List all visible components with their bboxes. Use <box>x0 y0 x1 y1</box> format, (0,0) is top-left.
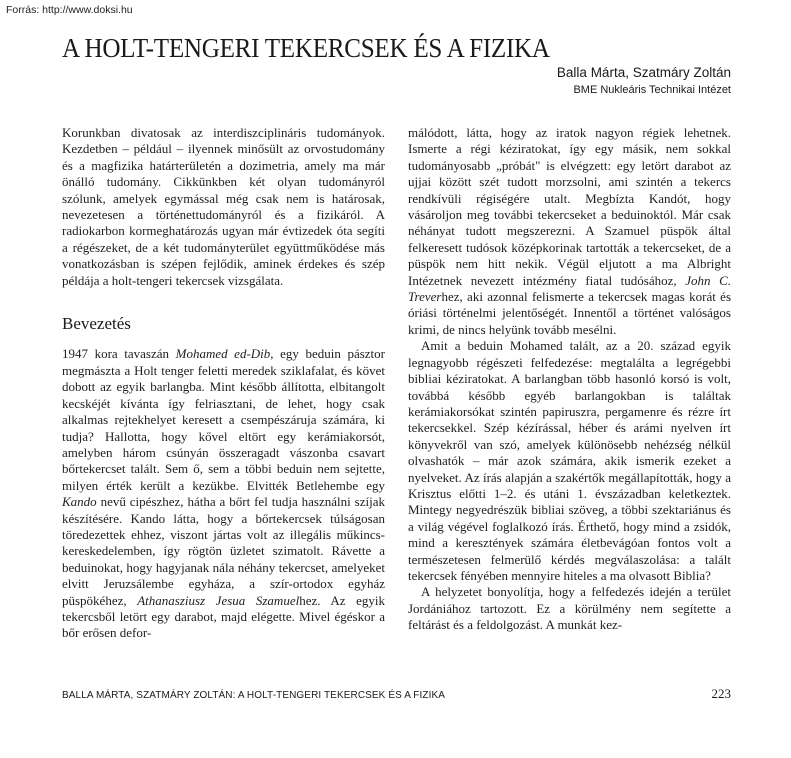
right-column <box>408 125 731 634</box>
text-run: , egy beduin pásztor megmászta a Holt tenger feletti meredek sziklafalat, és követ dobott az egyik barlangba. Mint később állította, elbitangolt kecskéjét kívánta így felriasztani, de lehet, hogy csak alkalmas rejtekhelyet keresett a csempészáruja számára, ki tudja? Hallotta, hogy kővel eltört egy kerámiakorsót, amelyben három csúnyán összeragadt vászonba csavart bőrtekercset talált. Sem ő, sem a többi beduin nem sejtette, milyen érték került a kezükbe. Elvitték Betlehembe egy <box>62 346 385 493</box>
page-number: 223 <box>711 686 731 701</box>
text-run: hez. Az egyik tekercsből letört egy darabot, majd elégette. Mivel égéskor a bőr erősen defor- <box>62 592 385 641</box>
text-run: málódott, látta, hogy az iratok nagyon régiek lehetnek. Ismerte a régi kéziratokat, így egy másik, nem sokkal tudományosabb „próbát" is elvégzett: egy letört darabot az ujjai között szét tudott morzsolni, ami szintén a tekercs rendkívüli régiségére utalt. Megbízta Kandót, hogy vásároljon meg további tekercseket a beduinoktól. Már csak néhányat tudott megszerezni. A Szamuel püspök által felkeresett tudósok középkorinak tartották a tekercseket, de a püspök nem hitt nekik. Végül eljutott a ma Albright Intézetnek nevezett intézmény fiatal tudósához, <box>408 125 731 288</box>
source-label: Forrás: http://www.doksi.hu <box>6 4 133 16</box>
text-run: 1947 kora tavaszán <box>62 346 176 362</box>
section-heading: Bevezetés <box>62 314 131 334</box>
abstract-paragraph: Korunkban divatosak az interdiszciplináris tudományok. Kezdetben – például – ilyennek minősült az orvostudomány és a magfizika határterületén a dozimetria, amely ma már önálló tudomány. Cikkünkben két olyan tudományról szólunk, amelyek egymással még csak nem is határosak, nevezetesen a történettudományról és a fizikáról. A radiokarbon kormeghatározás ugyan már évtizedek óta segíti a régészeket, de a két tudományterület együttműködése más vonatkozásban is szépen fejlődik, aminek érdekes és szép példája a holt-tengeri tekercsek vizsgálata. <box>62 125 385 288</box>
left-column <box>62 125 385 642</box>
running-footer: BALLA MÁRTA, SZATMÁRY ZOLTÁN: A HOLT-TENGERI TEKERCSEK ÉS A FIZIKA <box>62 690 446 701</box>
person-name: John C. Trever <box>408 272 732 305</box>
text-run: nevű cipészhez, hátha a bőrt fel tudja használni szíjak készítésére. Kando látta, hogy a bőrtekercsek túlságosan töredezettek ehhez, viszont jártas volt az illegális műkincs-kereskedelemben, így rögtön üzletet szimatolt. Rávette a beduinokat, hogy hagyjanak nála néhány tekercset, amelyeket elvitt Jeruzsálembe egyháza, a szír-ortodox egyház püspökéhez, <box>62 494 385 608</box>
body-paragraph: A helyzetet bonyolítja, hogy a felfedezés idején a terület Jordániához tartozott. Ez a körülmény nem segítette a feltárást és a feldolgozást. A munkát kez- <box>408 584 731 633</box>
text-run: hez, aki azonnal felismerte a tekercsek magas korát és óriási történelmi jelentőségét. Innentől a történet valóságos krimi, de nincs helyünk tovább mesélni. <box>408 289 731 337</box>
person-name: Athanasziusz Jesua Szamuel <box>137 592 300 608</box>
affiliation: BME Nukleáris Technikai Intézet <box>573 84 731 96</box>
person-name: Kando <box>62 494 97 510</box>
person-name: Mohamed ed-Dib <box>175 346 271 362</box>
left-body <box>62 346 385 641</box>
body-paragraph: Amit a beduin Mohamed talált, az a 20. század egyik legnagyobb régészeti felfedezése: megtalálta a legrégebbi bibliai kéziratokat. A barlangban több hasonló korsó is volt, továbbá később egyéb barlangokban is találtak kerámiakorsókat szintén papiruszra, pergamenre és rézre írt tekercsekkel. Szép kézírással, héber és arámi nyelven írt könyvekről van szó, amelyek különösebb nehézség nélkül olvashatók – már azok számára, akik ismerik ezeket a nyelveket. Az írás alapján a szakértők megállapították, hogy a Krisztus előtti 1–2. és utáni 1. évszázadban keletkeztek. Mintegy negyedrészük bibliai szöveg, a többi szektariánus és a világ végével foglalkozó írás. Érthető, hogy mind a zsidók, mind a keresztények számára életbevágóan fontos volt a természetesen felmerülő kérdés megválaszolása: a talált tekercsek fényében mennyire hiteles a ma olvasott Biblia? <box>408 338 731 583</box>
body-paragraph <box>62 346 385 641</box>
page-title: A HOLT-TENGERI TEKERCSEK ÉS A FIZIKA <box>62 33 550 63</box>
authors: Balla Márta, Szatmáry Zoltán <box>556 65 731 80</box>
body-paragraph <box>408 125 731 338</box>
